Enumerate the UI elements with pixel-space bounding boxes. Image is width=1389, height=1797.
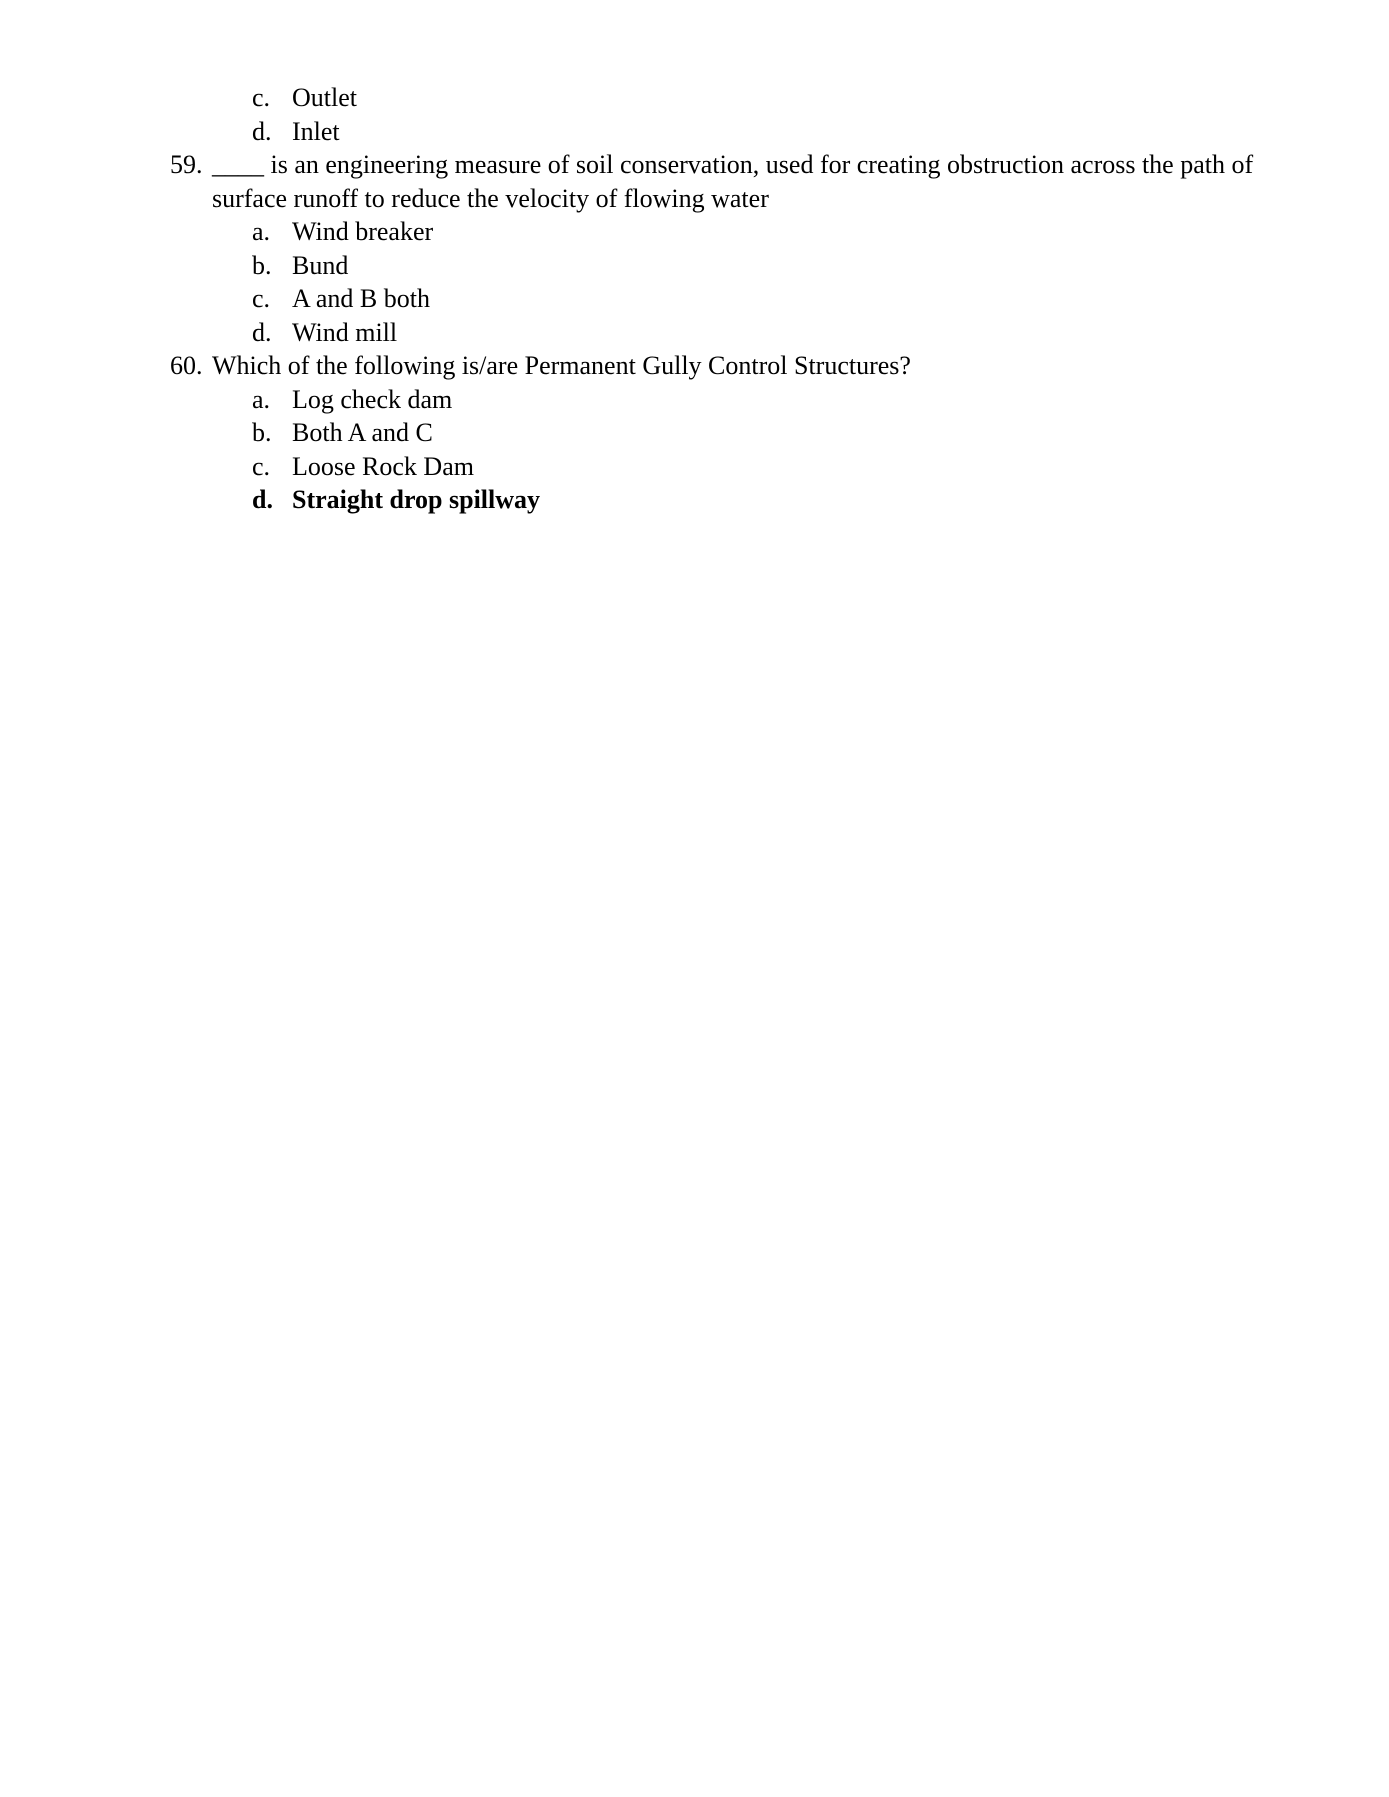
option-text: A and B both: [292, 284, 430, 313]
question-text: ____ is an engineering measure of soil conservation, used for creating obstruction across the path of surface runoff to reduce the velocity of flowing water: [212, 150, 1254, 213]
option-text: Inlet: [292, 116, 340, 146]
option-letter: b.: [252, 250, 272, 280]
option-text: Both A and C: [292, 418, 433, 447]
option-prev-c: [170, 81, 1270, 115]
option-text: Outlet: [292, 83, 357, 112]
option-59-c: [170, 282, 1270, 316]
option-letter: c.: [252, 284, 271, 313]
option-prev-d: [170, 115, 1270, 149]
question-number: 59.: [170, 150, 203, 179]
option-letter: d.: [252, 317, 272, 347]
option-text: Wind mill: [292, 317, 398, 347]
option-59-d: [170, 316, 1270, 350]
option-letter: a.: [252, 384, 271, 414]
option-text: Bund: [292, 250, 349, 280]
question-list: [170, 81, 1270, 517]
question-number: 60.: [170, 351, 203, 380]
question-text: Which of the following is/are Permanent Gully Control Structures?: [212, 351, 911, 380]
option-60-d-answer: [170, 483, 1270, 517]
option-59-b: [170, 249, 1270, 283]
option-letter: b.: [252, 418, 272, 447]
option-letter: d.: [252, 116, 272, 146]
option-text: Wind breaker: [292, 217, 434, 246]
option-60-a: [170, 383, 1270, 417]
option-letter: c.: [252, 83, 271, 112]
option-60-c: [170, 450, 1270, 484]
option-letter: a.: [252, 217, 271, 246]
option-letter: c.: [252, 451, 271, 481]
question-60: [170, 349, 1270, 383]
question-59: [170, 148, 1270, 215]
option-60-b: [170, 416, 1270, 450]
option-text: Log check dam: [292, 384, 453, 414]
option-59-a: [170, 215, 1270, 249]
option-text: Loose Rock Dam: [292, 451, 474, 481]
option-text: Straight drop spillway: [292, 485, 541, 514]
option-letter: d.: [252, 485, 273, 514]
